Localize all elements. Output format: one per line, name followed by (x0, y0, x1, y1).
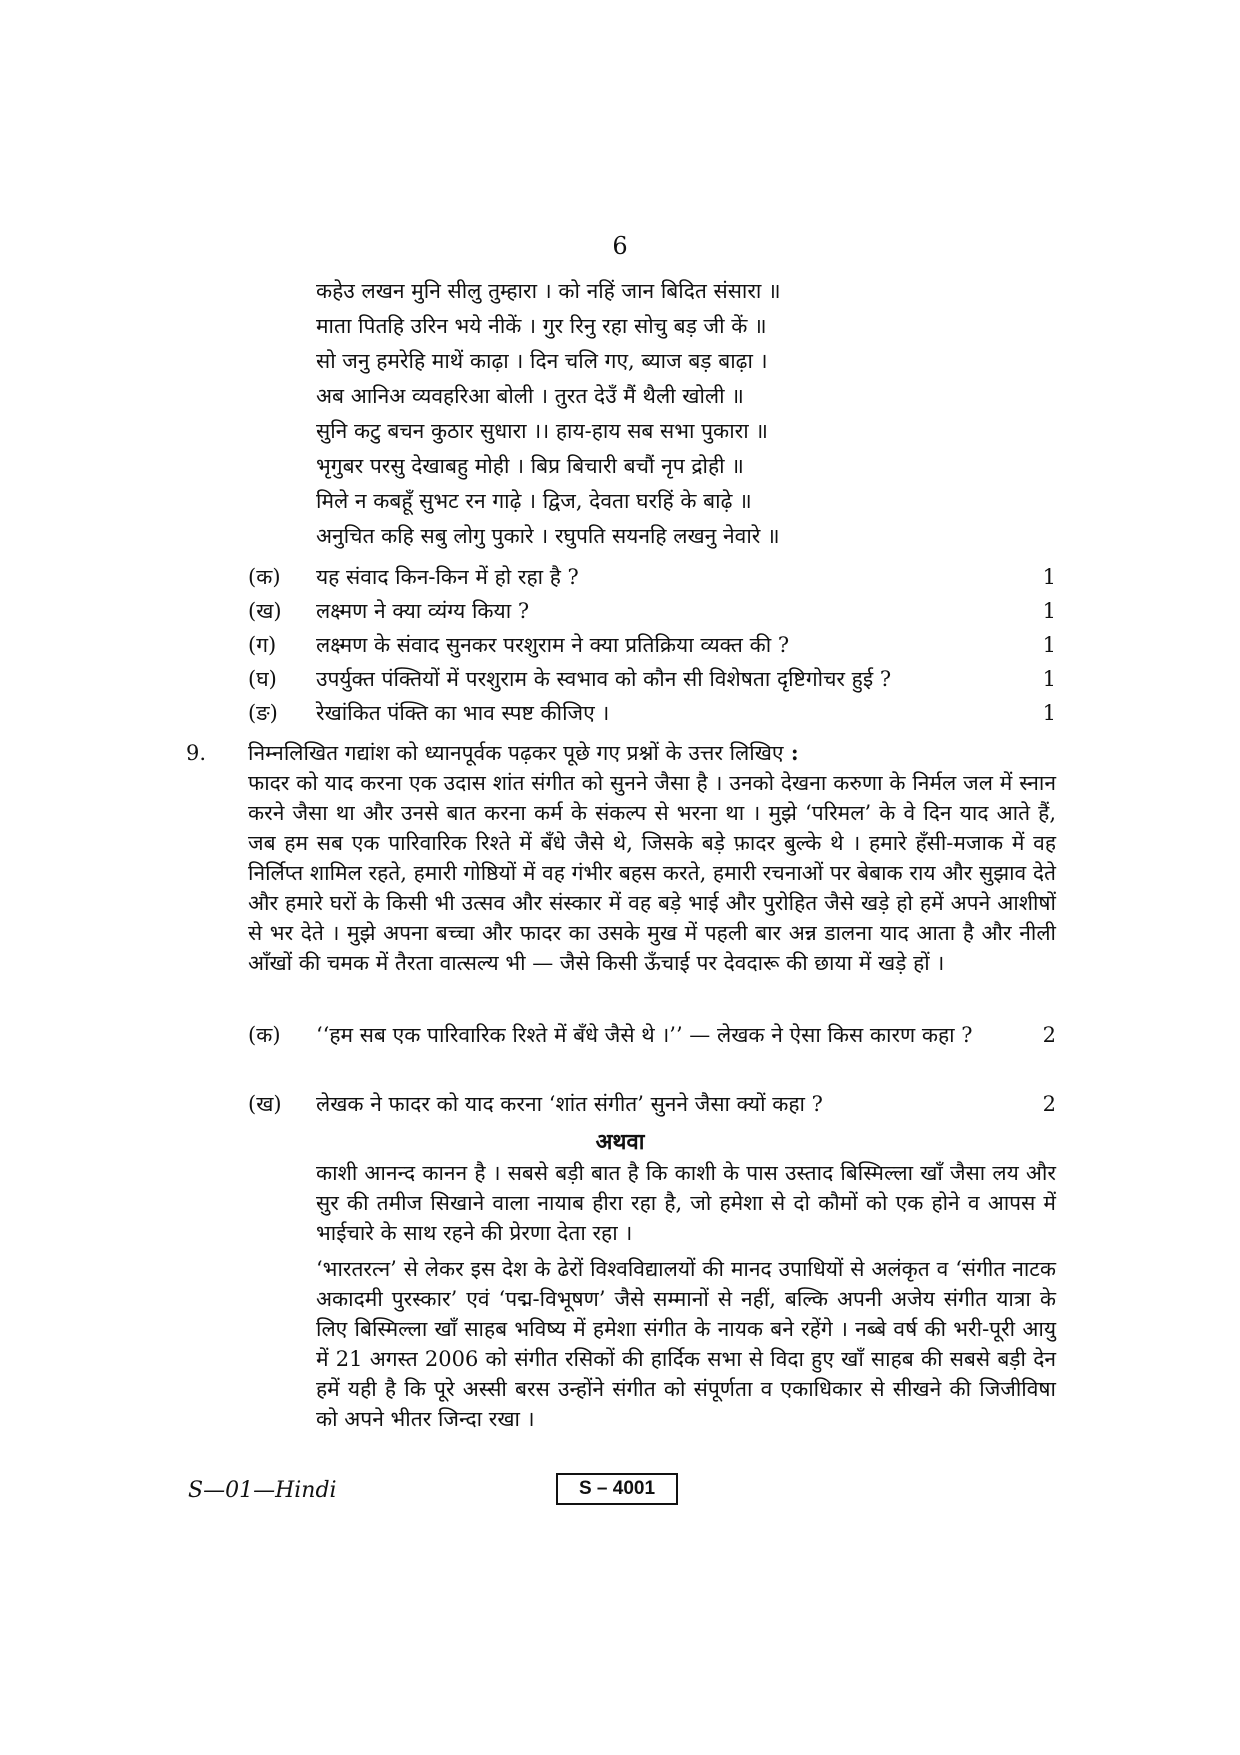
subquestion-text: लक्ष्मण ने क्या व्यंग्य किया ? (316, 599, 530, 623)
page-number: 6 (612, 232, 628, 260)
verse-line: भृगुबर परसु देखाबहु मोही । बिप्र बिचारी बचौं नृप द्रोही ॥ (316, 454, 744, 478)
subquestion-label: (ख) (248, 599, 282, 623)
subquestion-text: लक्ष्मण के संवाद सुनकर परशुराम ने क्या प्रतिक्रिया व्यक्त की ? (316, 633, 790, 657)
verse-line: सुनि कटु बचन कुठार सुधारा ।। हाय-हाय सब सभा पुकारा ॥ (316, 419, 768, 443)
subquestion-marks: 1 (1042, 667, 1056, 691)
q8-subquestion-ka (248, 560, 1056, 594)
subquestion-marks: 1 (1042, 599, 1056, 623)
alternate-passage-1: काशी आनन्द कानन है । सबसे बड़ी बात है कि काशी के पास उस्ताद बिस्मिल्ला खाँ जैसा लय और सुर की तमीज सिखाने वाला नायाब हीरा रहा है, जो हमेशा से दो कौमों को एक होने व आपस में भाईचारे के साथ रहने की प्रेरणा देता रहा । (316, 1161, 1056, 1245)
instruction-text: निम्नलिखित गद्यांश को ध्यानपूर्वक पढ़कर पूछे गए प्रश्नों के उत्तर लिखिए (248, 741, 784, 765)
q9-subquestion-ka (248, 1020, 1056, 1050)
subquestion-text: उपर्युक्त पंक्तियों में परशुराम के स्वभाव को कौन सी विशेषता दृष्टिगोचर हुई ? (316, 667, 892, 691)
question-instruction (248, 738, 799, 768)
subquestion-marks: 2 (1042, 1023, 1056, 1047)
footer-paper-code: S—01—Hindi (188, 1478, 337, 1503)
alternate-passage-2: ‘भारतरत्न’ से लेकर इस देश के ढेरों विश्वविद्यालयों की मानद उपाधियों से अलंकृत व ‘संगीत नाटक अकादमी पुरस्कार’ एवं ‘पद्म-विभूषण’ जैसे सम्मानों से नहीं, बल्कि अपनी अजेय संगीत यात्रा के लिए बिस्मिल्ला खाँ साहब भविष्य में हमेशा संगीत के नायक बने रहेंगे । नब्बे वर्ष की भरी-पूरी आयु में 21 अगस्त 2006 को संगीत रसिकों की हार्दिक सभा से विदा हुए खाँ साहब की सबसे बड़ी देन हमें यही है कि पूरे अस्सी बरस उन्होंने संगीत को संपूर्णता व एकाधिकार से सीखने की जिजीविषा को अपने भीतर जिन्दा रखा । (316, 1257, 1056, 1431)
verse-line: अब आनिअ व्यवहरिआ बोली । तुरत देउँ मैं थैली खोली ॥ (316, 384, 744, 408)
q8-subquestion-gha (248, 662, 1056, 696)
verse-line: मिले न कबहूँ सुभट रन गाढ़े । द्विज, देवता घरहिं के बाढ़े ॥ (316, 489, 752, 513)
question-number: 9. (186, 741, 207, 765)
subquestion-marks: 2 (1042, 1092, 1056, 1116)
q8-subquestion-nga (248, 696, 1056, 730)
q8-subquestion-kha (248, 594, 1056, 628)
subquestion-marks: 1 (1042, 701, 1056, 725)
subquestion-label: (क) (248, 565, 281, 589)
footer-series-code: S – 4001 (556, 1473, 678, 1505)
verse-line: कहेउ लखन मुनि सीलु तुम्हारा । को नहिं जान बिदित संसारा ॥ (316, 279, 781, 303)
verse-line: सो जनु हमरेहि माथें काढ़ा । दिन चलि गए, ब्याज बड़ बाढ़ा । (316, 349, 768, 373)
q8-subquestion-ga (248, 628, 1056, 662)
passage: फादर को याद करना एक उदास शांत संगीत को सुनने जैसा है । उनको देखना करुणा के निर्मल जल में स्नान करने जैसा था और उनसे बात करना कर्म के संकल्प से भरना था । मुझे ‘परिमल’ के वे दिन याद आते हैं, जब हम सब एक पारिवारिक रिश्ते में बँधे जैसे थे, जिसके बड़े फ़ादर बुल्के थे । हमारे हँसी-मजाक में वह निर्लिप्त शामिल रहते, हमारी गोष्ठियों में वह गंभीर बहस करते, हमारी रचनाओं पर बेबाक राय और सुझाव देते और हमारे घरों के किसी भी उत्सव और संस्कार में वह बड़े भाई और पुरोहित जैसे खड़े हो हमें अपने आशीषों से भर देते । मुझे अपना बच्चा और फादर का उसके मुख में पहली बार अन्न डालना याद आता है और नीली आँखों की चमक में तैरता वात्सल्य भी — जैसे किसी ऊँचाई पर देवदारू की छाया में खड़े हों । (248, 771, 1056, 975)
subquestion-marks: 1 (1042, 565, 1056, 589)
subquestion-marks: 1 (1042, 633, 1056, 657)
verse-line: अनुचित कहि सबु लोगु पुकारे । रघुपति सयनहि लखनु नेवारे ॥ (316, 524, 780, 548)
subquestion-label: (ङ) (248, 701, 278, 725)
subquestion-text: यह संवाद किन-किन में हो रहा है ? (316, 565, 579, 589)
subquestion-label: (ख) (248, 1092, 282, 1116)
verse-block (316, 274, 781, 554)
q8-subquestions (248, 560, 1056, 730)
q9-subquestion-kha (248, 1089, 1056, 1119)
subquestion-text: रेखांकित पंक्ति का भाव स्पष्ट कीजिए । (316, 701, 610, 725)
subquestion-label: (क) (248, 1023, 281, 1047)
instruction-colon: : (783, 740, 799, 765)
verse-line: माता पितहि उरिन भये नीकें । गुर रिनु रहा सोचु बड़ जी कें ॥ (316, 314, 767, 338)
subquestion-label: (ग) (248, 633, 277, 657)
subquestion-text: ‘‘हम सब एक पारिवारिक रिश्ते में बँधे जैसे थे ।’’ — लेखक ने ऐसा किस कारण कहा ? (316, 1023, 973, 1047)
or-heading: अथवा (595, 1129, 645, 1155)
subquestion-text: लेखक ने फादर को याद करना ‘शांत संगीत’ सुनने जैसा क्यों कहा ? (316, 1092, 823, 1116)
subquestion-label: (घ) (248, 667, 277, 691)
